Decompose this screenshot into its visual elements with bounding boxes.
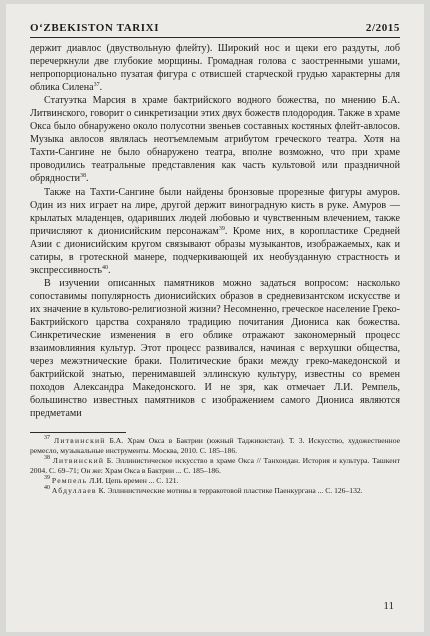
footnotes [30, 436, 400, 496]
footnote-ref[interactable]: 38 [80, 173, 87, 180]
journal-title: O‘ZBEKISTON TARIXI [30, 22, 160, 34]
page-number: 11 [383, 600, 394, 612]
footnote-text: К. Эллинистические мотивы в терракотовой пластике Паенкургана ... С. 126–132. [96, 486, 363, 496]
footnote-ref[interactable]: 40 [101, 264, 108, 271]
footnote-separator [30, 432, 126, 433]
paragraph-text: держит диавлос (двуствольную флейту). Широкий нос и щеки его раздуты, лоб перечеркнули две глубокие морщины. Громадная голова с заостренными ушами, непропорционально пузатая фигура с отвисшей старческой грудью характерны для облика Силена [30, 43, 400, 94]
paragraph-text: В изучении описанных памятников можно задаться вопросом: насколько сопоставимы популярность дионисийских образов в средневизантском искусстве и их значение в культово-религиозной жизни? Несомненно, греческое население Греко-Бактрийского царства сохраняло традицию почитания Диониса как божества. Синкретические изменения в его облике отражают закономерный процесс взаимовлияния культур. Этот процесс развивался, начиная с верхушки общества, через межэтнические браки. Политические браки между греко-македонской и бактрийской знатью, перенимавшей эллинскую культуру, известны со времен походов Александра Македонского. И не зря, как отмечает Л.И. Ремпель, большинство известных памятников с изображением самого Диониса являются предметами [30, 277, 400, 420]
running-header [30, 22, 400, 38]
footnote-author: Абдуллаев [51, 486, 97, 496]
footnote-number: 38 [44, 455, 50, 462]
footnote-ref[interactable]: 39 [218, 225, 225, 232]
paragraph: Статуэтка Марсия в храме бактрийского водного божества, по мнению Б.А. Литвинского, говорит о синкретизации этих двух божеств плодородия. Также в храме Окса было обнаружено около полусотни звеньев составных костяных флейт-авлосов. Музыка авлосов являлась неотъемлемым атрибутом греческого театра. Хотя на Тахти-Сангине не было обнаружено театра, вполне возможно, что при храме проводились театральные представления как часть культовой или праздничной обрядности$^{38}$. [30, 95, 400, 185]
paragraph-text: Также на Тахти-Сангине были найдены бронзовые прорезные фигуры амуров. Один из них играет на лире, другой держит виноградную кисть в руке. Амуров — крылатых младенцев, одаривших людей любовью и чувственным влечением, также причисляют к дионисийским персонажам [30, 186, 400, 237]
paragraph-text: Статуэтка Марсия в храме бактрийского водного божества, по мнению Б.А. Литвинского, говорит о синкретизации этих двух божеств плодородия. Также в храме Окса было обнаружено около полусотни звеньев составных костяных флейт-авлосов. Музыка авлосов являлась неотъемлемым атрибутом греческого театра. Хотя на Тахти-Сангине не было обнаружено театра, вполне возможно, что при храме проводились театральные представления как часть культовой или праздничной обрядности [30, 95, 400, 185]
footnote [30, 486, 400, 496]
footnote-number: 37 [44, 435, 50, 442]
paragraph [30, 277, 400, 421]
footnote-number: 39 [44, 475, 50, 482]
footnote-text: Б.А. Храм Окса в Бактрии (южный Таджикистан). Т. 3. Искусство, художественное ремесло, музыкальные инструменты. Москва, 2010. С. 185–186. [30, 436, 400, 456]
paragraph: Также на Тахти-Сангине были найдены бронзовые прорезные фигуры амуров. Один из них играет на лире, другой держит виноградную кисть в руке. Амуров — крылатых младенцев, одаривших людей любовью и чувственным влечением, также причисляют к дионисийским персонажам$^{39}$. Кроме них, в коропластике Средней Азии с дионисийским кругом связывают образы музыкантов, изображаемых, как и сатиры, в гротескной манере, подчеркивающей их необузданную страстность и экспрессивность$^{40}$. [30, 186, 401, 276]
footnote [30, 436, 400, 456]
footnote-author: Ремпель [51, 476, 88, 486]
document-page [6, 4, 424, 632]
footnote [30, 476, 400, 486]
footnote [30, 456, 400, 476]
footnote-text: Л.И. Цепь времен ... С. 121. [87, 476, 179, 486]
footnote-text: Б. Эллинистическое искусство в храме Окса // Танхоидан. История и культура. Ташкент 2004. С. 69–71; Он же: Храм Окса в Бактрии ... С. 185–186. [30, 456, 400, 476]
footnote-author: Литвинский [52, 456, 105, 466]
paragraph: держит диавлос (двуствольную флейту). Широкий нос и щеки его раздуты, лоб перечеркнули две глубокие морщины. Громадная голова с заостренными ушами, непропорционально пузатая фигура с отвисшей старческой грудью характерны для облика Силена$^{37}$. [30, 43, 400, 94]
footnote-ref[interactable]: 37 [93, 82, 100, 89]
issue-number: 2/2015 [365, 22, 400, 34]
footnote-number: 40 [44, 485, 50, 492]
main-text [30, 42, 400, 420]
footnote-author: Литвинский [54, 436, 106, 446]
